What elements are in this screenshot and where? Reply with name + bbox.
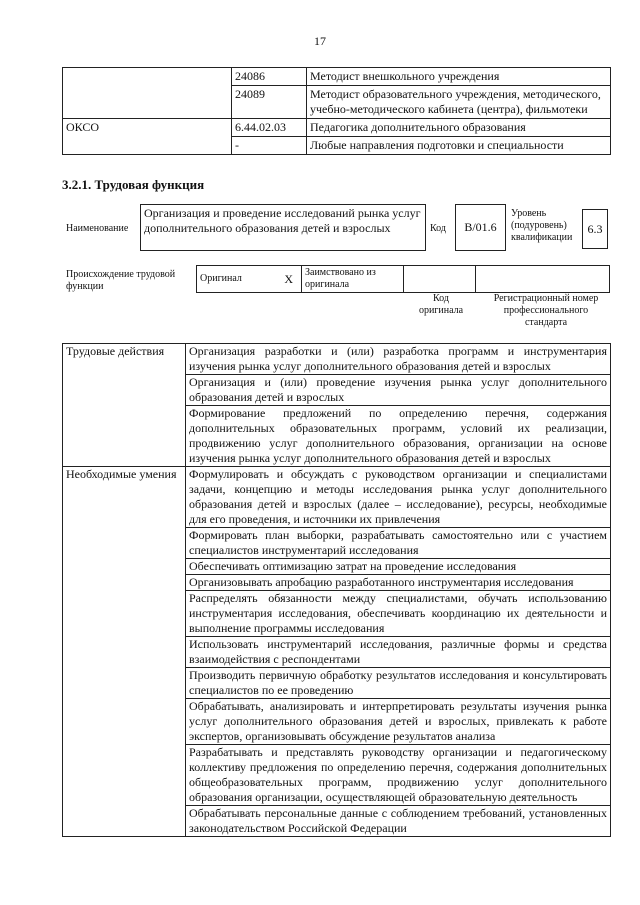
level-label: Уровень (подуровень) квалификации bbox=[511, 208, 573, 243]
okso-title-cell: Педагогика дополнительного образования bbox=[307, 119, 611, 137]
labor-function-table bbox=[62, 343, 611, 837]
table-row bbox=[63, 137, 611, 155]
registration-number-caption: Регистрационный номер профессионального стандарта bbox=[493, 293, 599, 328]
table-row bbox=[63, 86, 611, 119]
qualification-level-value: 6.3 bbox=[582, 209, 608, 249]
table-row bbox=[63, 344, 611, 375]
original-code-caption: Код оригинала bbox=[418, 293, 464, 316]
skill-item: Распределять обязанности между специалистами, обучать использованию инструментария исследования, обеспечивать координацию их деятельности и выполнение программы исследования bbox=[186, 591, 611, 637]
okso-title-cell: Методист внешкольного учреждения bbox=[307, 68, 611, 86]
skill-item: Производить первичную обработку результатов исследования и консультировать специалистов по ее проведению bbox=[186, 668, 611, 699]
borrowed-label: Заимствовано из оригинала bbox=[302, 266, 404, 293]
okso-classifier-cell bbox=[63, 86, 232, 119]
skill-item: Формировать план выборки, разрабатывать самостоятельно или с участием специалистов инструментарий исследования bbox=[186, 528, 611, 559]
labor-action-item: Организация и (или) проведение изучения рынка услуг дополнительного образования детей и взрослых bbox=[186, 375, 611, 406]
origin-label: Происхождение трудовой функции bbox=[66, 269, 176, 292]
skill-item: Обрабатывать персональные данные с соблюдением требований, установленных законодательством Российской Федерации bbox=[186, 806, 611, 837]
okso-code-cell: 6.44.02.03 bbox=[232, 119, 307, 137]
okso-title-cell: Методист образовательного учреждения, методического, учебно-методического кабинета (центра), фильмотеки bbox=[307, 86, 611, 119]
okso-code-cell: 24086 bbox=[232, 68, 307, 86]
okso-code-cell: 24089 bbox=[232, 86, 307, 119]
okso-classifier-cell bbox=[63, 137, 232, 155]
labor-actions-label: Трудовые действия bbox=[63, 344, 186, 467]
name-label: Наименование bbox=[66, 223, 129, 234]
skill-item: Обеспечивать оптимизацию затрат на проведение исследования bbox=[186, 559, 611, 575]
skills-label: Необходимые умения bbox=[63, 467, 186, 837]
skill-item: Формулировать и обсуждать с руководством организации и специалистами задачи, концепцию и методы исследования рынка услуг дополнительного образования детей и взрослых (далее – исследование), ресурсы, необходимые для его проведения, и источники их привлечения bbox=[186, 467, 611, 528]
function-code-value: B/01.6 bbox=[455, 204, 506, 251]
table-row bbox=[63, 467, 611, 528]
okso-classifier-cell bbox=[63, 68, 232, 86]
okso-title-cell: Любые направления подготовки и специальности bbox=[307, 137, 611, 155]
original-mark: X bbox=[277, 266, 302, 293]
section-title: 3.2.1. Трудовая функция bbox=[62, 177, 205, 192]
okso-table bbox=[62, 67, 611, 155]
table-row bbox=[197, 266, 610, 293]
skill-item: Разрабатывать и представлять руководству организации и педагогическому коллективу предложения по определению перечня, содержания дополнительных общеобразовательных программ, продвижению услуг дополнительного образования организации, осуществляющей образовательную деятельность bbox=[186, 745, 611, 806]
okso-classifier-cell: ОКСО bbox=[63, 119, 232, 137]
okso-code-cell: - bbox=[232, 137, 307, 155]
registration-number-cell bbox=[476, 266, 610, 293]
original-code-cell bbox=[404, 266, 476, 293]
labor-action-item: Организация разработки и (или) разработка программ и инструментария изучения рынка услуг дополнительного образования детей и взрослых bbox=[186, 344, 611, 375]
skill-item: Организовывать апробацию разработанного инструментария исследования bbox=[186, 575, 611, 591]
table-row bbox=[63, 68, 611, 86]
skill-item: Использовать инструментарий исследования, различные формы и средства взаимодействия с респондентами bbox=[186, 637, 611, 668]
code-label: Код bbox=[430, 223, 446, 234]
origin-table bbox=[196, 265, 610, 293]
table-row bbox=[63, 119, 611, 137]
labor-action-item: Формирование предложений по определению перечня, содержания дополнительных образовательных программ, условий их реализации, продвижению услуг дополнительного образования, организации на основе изучения рынка услуг дополнительного образования детей и взрослых bbox=[186, 406, 611, 467]
page-number: 17 bbox=[314, 34, 326, 48]
function-name-value: Организация и проведение исследований рынка услуг дополнительного образования детей и взрослых bbox=[140, 204, 426, 251]
skill-item: Обрабатывать, анализировать и интерпретировать результаты изучения рынка услуг дополнительного образования детей и взрослых, привлекать к работе экспертов, организовывать обсуждение результатов анализа bbox=[186, 699, 611, 745]
original-label: Оригинал bbox=[197, 266, 277, 293]
